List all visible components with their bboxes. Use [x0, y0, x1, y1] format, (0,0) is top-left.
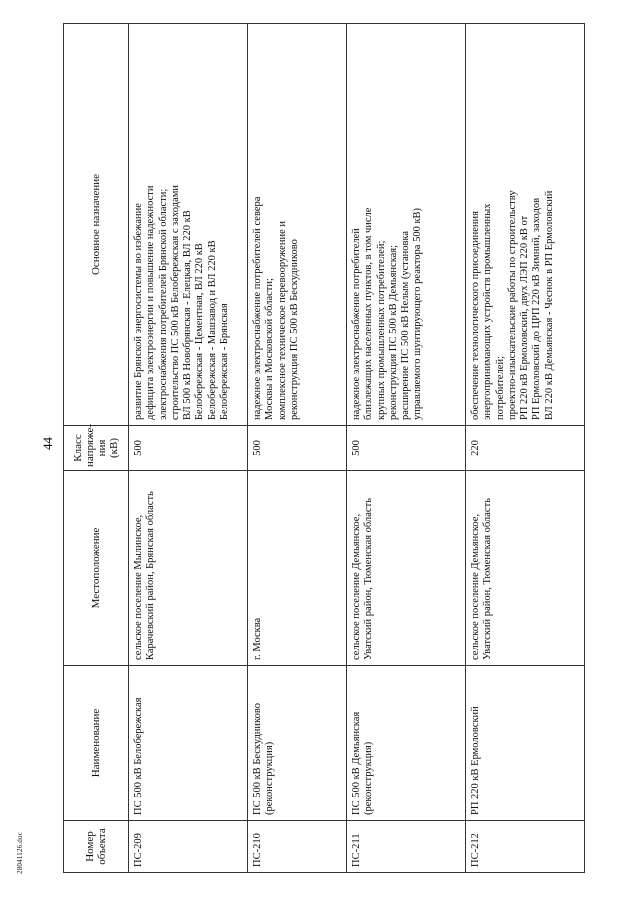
cell-name: ПС 500 кВ Демьянская (реконструкция): [347, 666, 466, 821]
cell-code: ПС-209: [129, 821, 248, 873]
purpose-line: управляемого шунтирующего реактора 500 кВ): [412, 207, 424, 420]
purpose-line: строительство ПС 500 кВ Белобережская с заходами: [169, 185, 181, 420]
purpose-line: расширение ПС 500 кВ Нелым (установка: [400, 230, 412, 420]
purpose-line: РП 220 кВ Ермоловский, двух ЛЭП 220 кВ от: [519, 215, 531, 420]
cell-code: ПС-212: [466, 821, 585, 873]
purpose-line: дефицита электроэнергии и повышение надежности: [145, 185, 157, 420]
rotated-table-container: [63, 23, 555, 873]
purpose-line: Белобережская - Брянская: [219, 303, 231, 420]
purpose-line: электроснабжения потребителей Брянской области;: [157, 188, 169, 420]
header-voltage: Класс напряже-ния (кВ): [64, 426, 129, 471]
cell-location: сельское поселение Мылинское, Карачевский район, Брянская область: [129, 471, 248, 666]
purpose-line: потребителей;: [494, 355, 506, 420]
header-code: Номер объекта: [64, 821, 129, 873]
header-purpose: Основное назначение: [64, 24, 129, 426]
cell-voltage: 500: [129, 426, 248, 471]
cell-code: ПС-210: [248, 821, 347, 873]
purpose-line: реконструкция ПС 500 кВ Бескудниково: [288, 239, 300, 420]
footer-filename: 28041126.doc: [16, 832, 24, 874]
purpose-line: Белобережская - Цементная, ВЛ 220 кВ: [194, 243, 206, 420]
purpose-line: надежное электроснабжение потребителей севера: [252, 196, 263, 420]
cell-location: сельское поселение Демьянское, Уватский район, Тюменская область: [347, 471, 466, 666]
header-location: Местоположение: [64, 471, 129, 666]
purpose-line: энергопринимающих устройств промышленных: [482, 203, 494, 420]
purpose-line: комплексное техническое перевооружение и: [276, 221, 288, 420]
purpose-line: Белобережская - Машзавод и ВЛ 220 кВ: [206, 240, 218, 420]
cell-location: сельское поселение Демьянское, Уватский район, Тюменская область: [466, 471, 585, 666]
purpose-line: обеспечение технологического присоединения: [470, 211, 481, 420]
purpose-line: крупных промышленных потребителей;: [375, 240, 387, 420]
table-row: [248, 24, 347, 873]
cell-name: ПС 500 кВ Белобережская: [129, 666, 248, 821]
purpose-line: проектно-изыскательские работы по строительству: [506, 190, 518, 420]
cell-code: ПС-211: [347, 821, 466, 873]
purpose-line: Москвы и Московской области;: [264, 278, 276, 420]
cell-purpose: [129, 24, 248, 426]
table-row: [129, 24, 248, 873]
cell-name: РП 220 кВ Ермоловский: [466, 666, 585, 821]
cell-voltage: 500: [347, 426, 466, 471]
table-header-row: [64, 24, 129, 873]
page-number: 44: [40, 437, 55, 450]
cell-purpose: [248, 24, 347, 426]
cell-purpose: [347, 24, 466, 426]
table-row: [347, 24, 466, 873]
cell-voltage: 220: [466, 426, 585, 471]
purpose-line: ВЛ 500 кВ Новобрянская - Елецкая, ВЛ 220 кВ: [182, 210, 194, 420]
purpose-line: надежное электроснабжение потребителей: [351, 228, 362, 420]
table-row: [466, 24, 585, 873]
cell-name: ПС 500 кВ Бескудниково (реконструкция): [248, 666, 347, 821]
purpose-line: развитие Брянской энергосистемы во избежание: [133, 203, 144, 420]
purpose-line: реконструкция ПС 500 кВ Демьянская;: [387, 244, 399, 420]
purpose-line: близлежащих населенных пунктов, в том числе: [363, 207, 375, 420]
objects-table: [63, 23, 585, 873]
cell-voltage: 500: [248, 426, 347, 471]
cell-purpose: [466, 24, 585, 426]
purpose-line: РП Ермоловский до ЦРП 220 кВ Зимний, заходов: [531, 197, 543, 420]
header-name: Наименование: [64, 666, 129, 821]
cell-location: г. Москва: [248, 471, 347, 666]
purpose-line: ВЛ 220 кВ Демьянская - Чеснок в РП Ермоловский: [543, 190, 555, 420]
